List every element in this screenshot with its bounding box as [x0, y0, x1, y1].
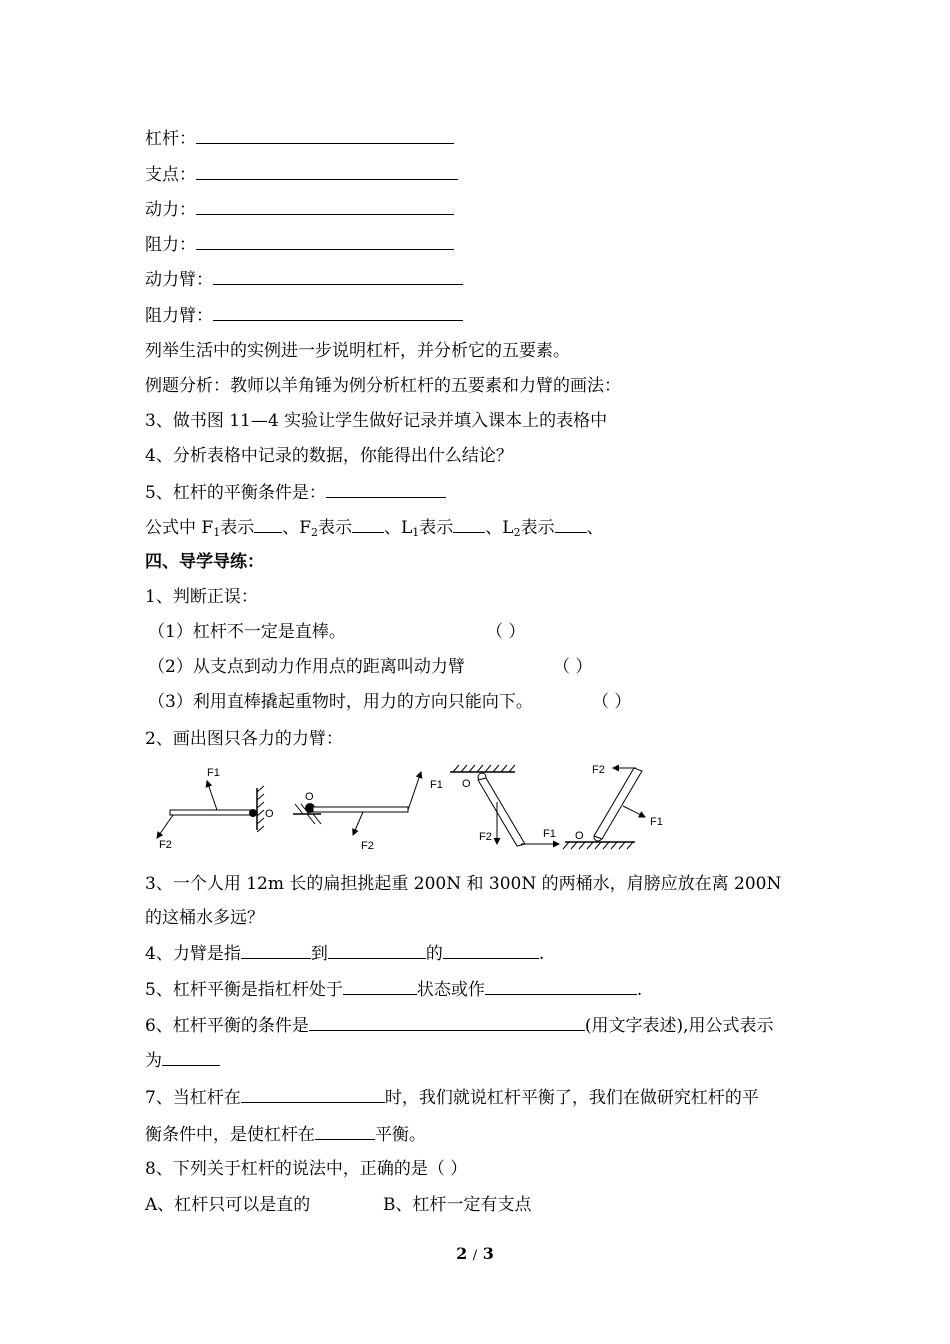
lever-bar [170, 810, 252, 815]
blank-line[interactable] [315, 1123, 375, 1140]
answer-paren[interactable]: （ ） [486, 622, 526, 642]
force-label-f2: F2 [361, 840, 374, 852]
force-label-f1: F1 [207, 767, 220, 779]
option-a[interactable]: A、杠杆只可以是直的 [145, 1195, 311, 1215]
pivot-label: O [305, 791, 314, 803]
force-label-f1: F1 [543, 828, 556, 840]
figure-2 [293, 772, 443, 852]
force-label-f2: F2 [479, 831, 492, 843]
answer-paren[interactable]: （ ） [592, 692, 632, 712]
judge-item: （1）杠杆不一定是直棒。 [148, 622, 346, 642]
text-line: 列举生活中的实例进一步说明杠杆，并分析它的五要素。 [145, 341, 570, 361]
question-3-line2: 的这桶水多远？ [145, 908, 264, 928]
figure-3 [450, 765, 559, 846]
definition-lever: 杠杆： [145, 127, 454, 150]
blank-line[interactable] [443, 942, 539, 959]
question-5: 5、杠杆平衡是指杠杆处于 状态或作 . [145, 980, 643, 1000]
section-heading: 四、导学导练： [145, 552, 264, 572]
blank-line[interactable] [555, 516, 587, 533]
question-4: 4、力臂是指 到 的 . [145, 944, 545, 964]
blank-line[interactable] [241, 1086, 385, 1103]
pivot-label: O [575, 830, 584, 842]
judge-item: （2）从支点到动力作用点的距离叫动力臂 [148, 657, 465, 677]
lever-bar [594, 768, 642, 839]
text-line: 3、做书图 11—4 实验让学生做好记录并填入课本上的表格中 [145, 411, 608, 431]
definition-effort: 动力： [145, 198, 454, 221]
ground-hatch [563, 842, 633, 849]
definition-effort-arm: 动力臂： [145, 268, 463, 291]
page-number: 2 / 3 [456, 1244, 494, 1263]
formula-line: 公式中 $F_1$表示 、$F_2$表示 、$L_1$表示 、$L_2$表示 、 [145, 518, 604, 539]
force-arrow [157, 815, 173, 838]
blank-line[interactable] [241, 942, 311, 959]
blank-line[interactable] [485, 978, 637, 995]
wall-hatch [257, 786, 264, 832]
force-label-f1: F1 [650, 816, 663, 828]
question-7-line1: 7、当杠杆在 时，我们就说杠杆平衡了，我们在做研究杠杆的平 [145, 1088, 759, 1108]
figure-1 [157, 767, 274, 851]
definition-resistance-arm: 阻力臂： [145, 304, 463, 327]
force-arrow [207, 781, 217, 810]
blank-line[interactable] [162, 1049, 220, 1066]
blank-line[interactable] [196, 163, 458, 180]
question-6-line2: 为 [145, 1049, 220, 1072]
question-balance-condition: 5、杠杆的平衡条件是： [145, 481, 446, 504]
blank-line[interactable] [196, 198, 454, 215]
question-draw-arms: 2、画出图只各力的力臂： [145, 729, 343, 749]
blank-line[interactable] [213, 268, 463, 285]
definition-fulcrum: 支点： [145, 163, 458, 186]
figure-4 [563, 764, 663, 849]
force-arrow [408, 772, 421, 810]
blank-line[interactable] [254, 516, 282, 533]
lever-bar [313, 807, 408, 812]
text-line: 例题分析：教师以羊角锤为例分析杠杆的五要素和力臂的画法： [145, 376, 621, 396]
question-8: 8、下列关于杠杆的说法中，正确的是（ ） [145, 1159, 468, 1179]
pivot-label: O [265, 808, 274, 820]
question-6-line1: 6、杠杆平衡的条件是 (用文字表述),用公式表示 [145, 1016, 774, 1036]
force-arrow [623, 806, 645, 817]
text-line: 4、分析表格中记录的数据，你能得出什么结论？ [145, 446, 513, 466]
blank-line[interactable] [196, 233, 454, 250]
question-7-line2: 衡条件中，是使杠杆在 平衡。 [145, 1125, 426, 1145]
question-3-line1: 3、一个人用 12m 长的扁担挑起重 200N 和 300N 的两桶水，肩膀应放在离 200N [145, 874, 782, 894]
blank-line[interactable] [328, 942, 426, 959]
pivot-point [249, 809, 257, 817]
blank-line[interactable] [196, 127, 454, 144]
force-label-f2: F2 [592, 764, 605, 776]
blank-line[interactable] [309, 1014, 585, 1031]
blank-line[interactable] [326, 481, 446, 498]
force-arrow [353, 812, 363, 835]
lever-diagrams [145, 760, 675, 855]
judge-title: 1、判断正误： [145, 587, 258, 607]
option-b[interactable]: B、杠杆一定有支点 [383, 1195, 532, 1215]
force-label-f1: F1 [430, 779, 443, 791]
blank-line[interactable] [213, 304, 463, 321]
judge-item: （3）利用直棒撬起重物时，用力的方向只能向下。 [148, 692, 533, 712]
blank-line[interactable] [343, 978, 417, 995]
blank-line[interactable] [352, 516, 384, 533]
blank-line[interactable] [453, 516, 485, 533]
force-label-f2: F2 [159, 839, 172, 851]
pivot-label: O [462, 778, 471, 790]
answer-paren[interactable]: （ ） [553, 657, 593, 677]
ceiling-hatch [453, 765, 515, 772]
definition-resistance: 阻力： [145, 233, 454, 256]
